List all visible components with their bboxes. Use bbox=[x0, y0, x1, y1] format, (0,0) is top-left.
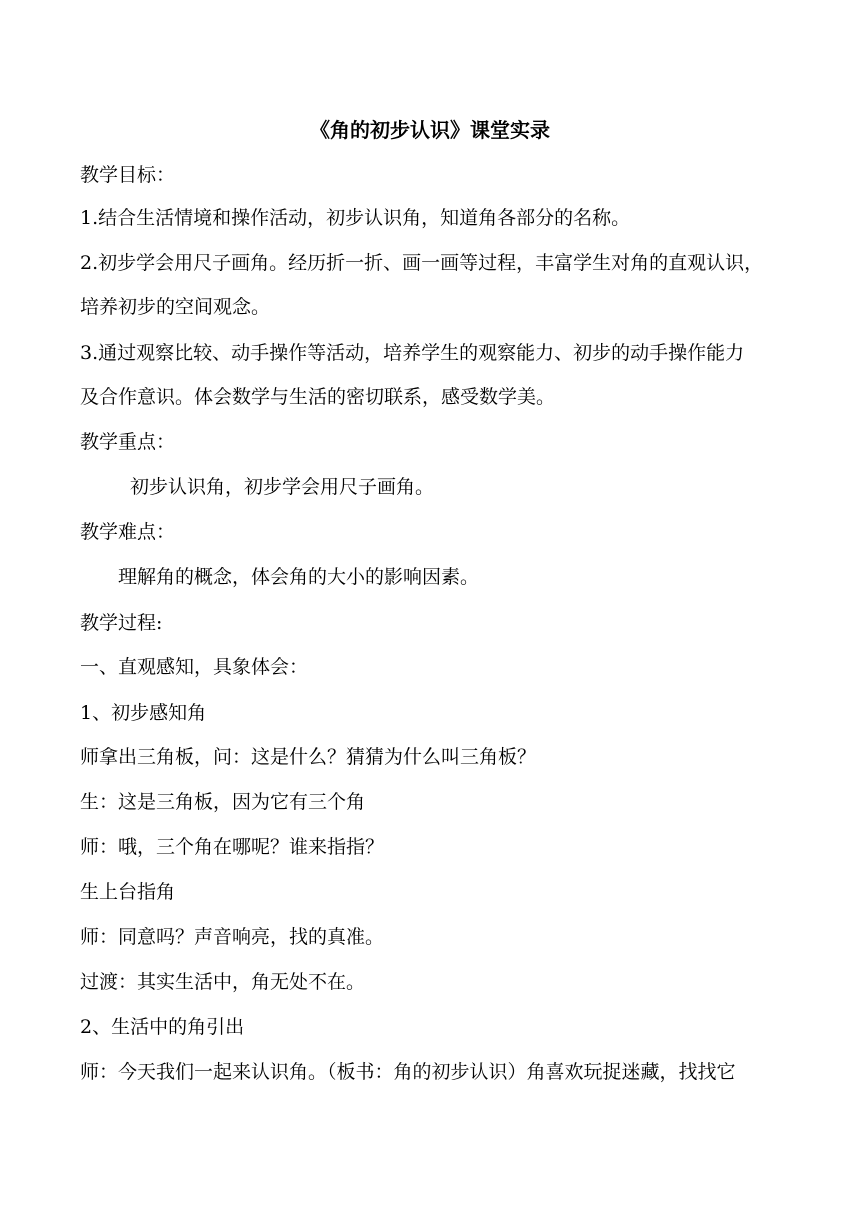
objective-3: 3.通过观察比较、动手操作等活动，培养学生的观察能力、初步的动手操作能力 bbox=[80, 342, 745, 364]
objective-1: 1.结合生活情境和操作活动，初步认识角，知道角各部分的名称。 bbox=[80, 207, 631, 229]
dialogue-line: 师：哦，三个角在哪呢？谁来指指？ bbox=[80, 836, 385, 858]
key-points-text: 初步认识角，初步学会用尺子画角。 bbox=[130, 476, 435, 498]
subsection-1-heading: 1、初步感知角 bbox=[80, 702, 207, 724]
heading-objectives: 教学目标： bbox=[80, 164, 176, 186]
section-1-heading: 一、直观感知，具象体会： bbox=[80, 656, 309, 678]
heading-process: 教学过程: bbox=[80, 612, 163, 634]
document-title: 《角的初步认识》课堂实录 bbox=[310, 118, 550, 142]
dialogue-line: 师拿出三角板，问：这是什么？猜猜为什么叫三角板？ bbox=[80, 746, 537, 768]
difficulties-text: 理解角的概念，体会角的大小的影响因素。 bbox=[118, 566, 480, 588]
objective-2-continued: 培养初步的空间观念。 bbox=[80, 296, 271, 318]
dialogue-line: 师：今天我们一起来认识角。（板书：角的初步认识）角喜欢玩捉迷藏，找找它 bbox=[80, 1061, 736, 1083]
subsection-2-heading: 2、生活中的角引出 bbox=[80, 1016, 245, 1038]
objective-3-continued: 及合作意识。体会数学与生活的密切联系，感受数学美。 bbox=[80, 386, 556, 408]
dialogue-line: 师：同意吗？声音响亮，找的真准。 bbox=[80, 926, 385, 948]
transition-line: 过渡：其实生活中，角无处不在。 bbox=[80, 971, 366, 993]
objective-2: 2.初步学会用尺子画角。经历折一折、画一画等过程，丰富学生对角的直观认识， bbox=[80, 252, 764, 274]
heading-key-points: 教学重点： bbox=[80, 431, 176, 453]
dialogue-line: 生上台指角 bbox=[80, 881, 176, 903]
dialogue-line: 生：这是三角板，因为它有三个角 bbox=[80, 791, 366, 813]
heading-difficulties: 教学难点： bbox=[80, 521, 176, 543]
